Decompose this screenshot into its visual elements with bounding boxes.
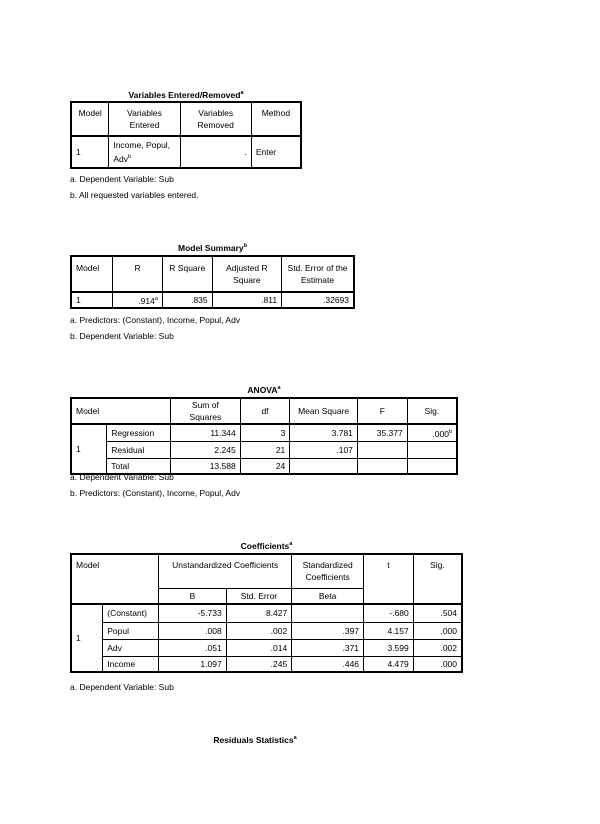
header-variables-entered: Variables Entered: [109, 102, 180, 136]
header-std-error: Std. Error: [226, 588, 292, 604]
anova-table: [70, 397, 458, 475]
header-adjusted-r-square: Adjusted R Square: [212, 256, 281, 292]
coefficients-table: [70, 553, 463, 673]
header-model: Model: [71, 256, 113, 292]
coefficients-title: [70, 541, 463, 551]
header-sum-of-squares: Sum of Squares: [171, 398, 241, 424]
entered-superscript: b: [128, 154, 132, 161]
header-variables-removed: Variables Removed: [180, 102, 251, 136]
title-superscript: a: [293, 735, 297, 742]
cell-adjusted-r-square: .811: [212, 292, 281, 308]
header-mean-square: Mean Square: [290, 398, 358, 424]
cell-std-error: .002: [226, 622, 292, 639]
row-label: Popul: [103, 622, 159, 639]
title-superscript: a: [277, 385, 281, 392]
variables-entered-title: [70, 90, 302, 100]
header-df: df: [240, 398, 290, 424]
header-r-square: R Square: [162, 256, 212, 292]
cell-model: 1: [71, 292, 113, 308]
note-line: a. Dependent Variable: Sub: [70, 174, 174, 184]
note-line: b. Predictors: (Constant), Income, Popul, Adv: [70, 488, 241, 498]
sig-value: .000: [432, 428, 449, 439]
cell-df: 24: [240, 458, 290, 474]
r-superscript: a: [154, 296, 158, 302]
cell-beta: [292, 604, 364, 622]
cell-df: 3: [240, 424, 290, 441]
cell-ms: [290, 458, 358, 474]
cell-std-error: .32693: [282, 292, 354, 308]
cell-model: 1: [71, 424, 107, 474]
entered-text: Income, Popul, Adv: [113, 140, 171, 164]
note-line: a. Dependent Variable: Sub: [70, 472, 174, 482]
cell-t: 4.479: [364, 656, 414, 672]
cell-sig: [407, 458, 457, 474]
cell-beta: .397: [292, 622, 364, 639]
cell-beta: .446: [292, 656, 364, 672]
header-beta: Beta: [292, 588, 364, 604]
header-standardized: Standardized Coefficients: [292, 554, 364, 588]
cell-ss: 11.344: [171, 424, 241, 441]
note-line: b. All requested variables entered.: [70, 190, 199, 200]
cell-t: 4.157: [364, 622, 414, 639]
cell-entered: [109, 136, 180, 168]
header-sig: Sig.: [407, 398, 457, 424]
cell-b: .008: [159, 622, 227, 639]
cell-sig: .000: [413, 656, 462, 672]
cell-beta: .371: [292, 639, 364, 656]
anova-title-text: ANOVA: [247, 385, 278, 395]
residuals-title-text: Residuals Statistics: [213, 735, 294, 745]
note-line: a. Dependent Variable: Sub: [70, 682, 174, 692]
row-label: (Constant): [103, 604, 159, 622]
cell-b: 1.097: [159, 656, 227, 672]
header-r: R: [113, 256, 163, 292]
row-label: Residual: [107, 441, 171, 458]
header-model: Model: [71, 398, 171, 424]
cell-r: [113, 292, 163, 308]
cell-ms: 3.781: [290, 424, 358, 441]
cell-f: 35.377: [357, 424, 407, 441]
note-line: a. Predictors: (Constant), Income, Popul, Adv: [70, 315, 241, 325]
row-label: Income: [103, 656, 159, 672]
cell-sig: .000: [413, 622, 462, 639]
cell-df: 21: [240, 441, 290, 458]
header-std-error: Std. Error of the Estimate: [282, 256, 354, 292]
cell-f: [357, 458, 407, 474]
cell-model: 1: [71, 604, 103, 672]
anova-title: [70, 385, 458, 395]
cell-sig: .002: [413, 639, 462, 656]
header-model: Model: [71, 102, 109, 136]
variables-entered-table: [70, 101, 302, 169]
header-model: Model: [71, 554, 159, 604]
header-sig: Sig.: [413, 554, 462, 604]
cell-t: 3.599: [364, 639, 414, 656]
header-f: F: [357, 398, 407, 424]
model-summary-title: [70, 243, 355, 253]
title-superscript: a: [289, 541, 293, 548]
cell-method: Enter: [251, 136, 301, 168]
title-superscript: a: [240, 90, 244, 97]
cell-b: .051: [159, 639, 227, 656]
residuals-statistics-title: [150, 735, 360, 745]
cell-sig: [407, 424, 457, 441]
cell-ss: 13.588: [171, 458, 241, 474]
header-method: Method: [251, 102, 301, 136]
header-t: t: [364, 554, 414, 604]
header-unstandardized: Unstandardized Coefficients: [159, 554, 292, 588]
cell-sig: [407, 441, 457, 458]
model-summary-table: [70, 255, 355, 309]
sig-superscript: b: [448, 428, 452, 435]
row-label: Adv: [103, 639, 159, 656]
cell-removed: .: [180, 136, 251, 168]
row-label: Total: [107, 458, 171, 474]
cell-std-error: 8.427: [226, 604, 292, 622]
title-superscript: b: [243, 243, 248, 250]
cell-f: [357, 441, 407, 458]
cell-std-error: .014: [226, 639, 292, 656]
cell-sig: .504: [413, 604, 462, 622]
row-label: Regression: [107, 424, 171, 441]
cell-std-error: .245: [226, 656, 292, 672]
cell-model: 1: [71, 136, 109, 168]
cell-ms: .107: [290, 441, 358, 458]
cell-r-square: .835: [162, 292, 212, 308]
variables-entered-title-text: Variables Entered/Removed: [128, 90, 241, 100]
model-summary-title-text: Model Summary: [177, 243, 244, 253]
cell-t: -.680: [364, 604, 414, 622]
note-line: b. Dependent Variable: Sub: [70, 331, 174, 341]
r-value: .914: [138, 295, 155, 306]
cell-ss: 2.245: [171, 441, 241, 458]
cell-b: -5.733: [159, 604, 227, 622]
header-b: B: [159, 588, 227, 604]
coefficients-title-text: Coefficients: [240, 541, 290, 551]
